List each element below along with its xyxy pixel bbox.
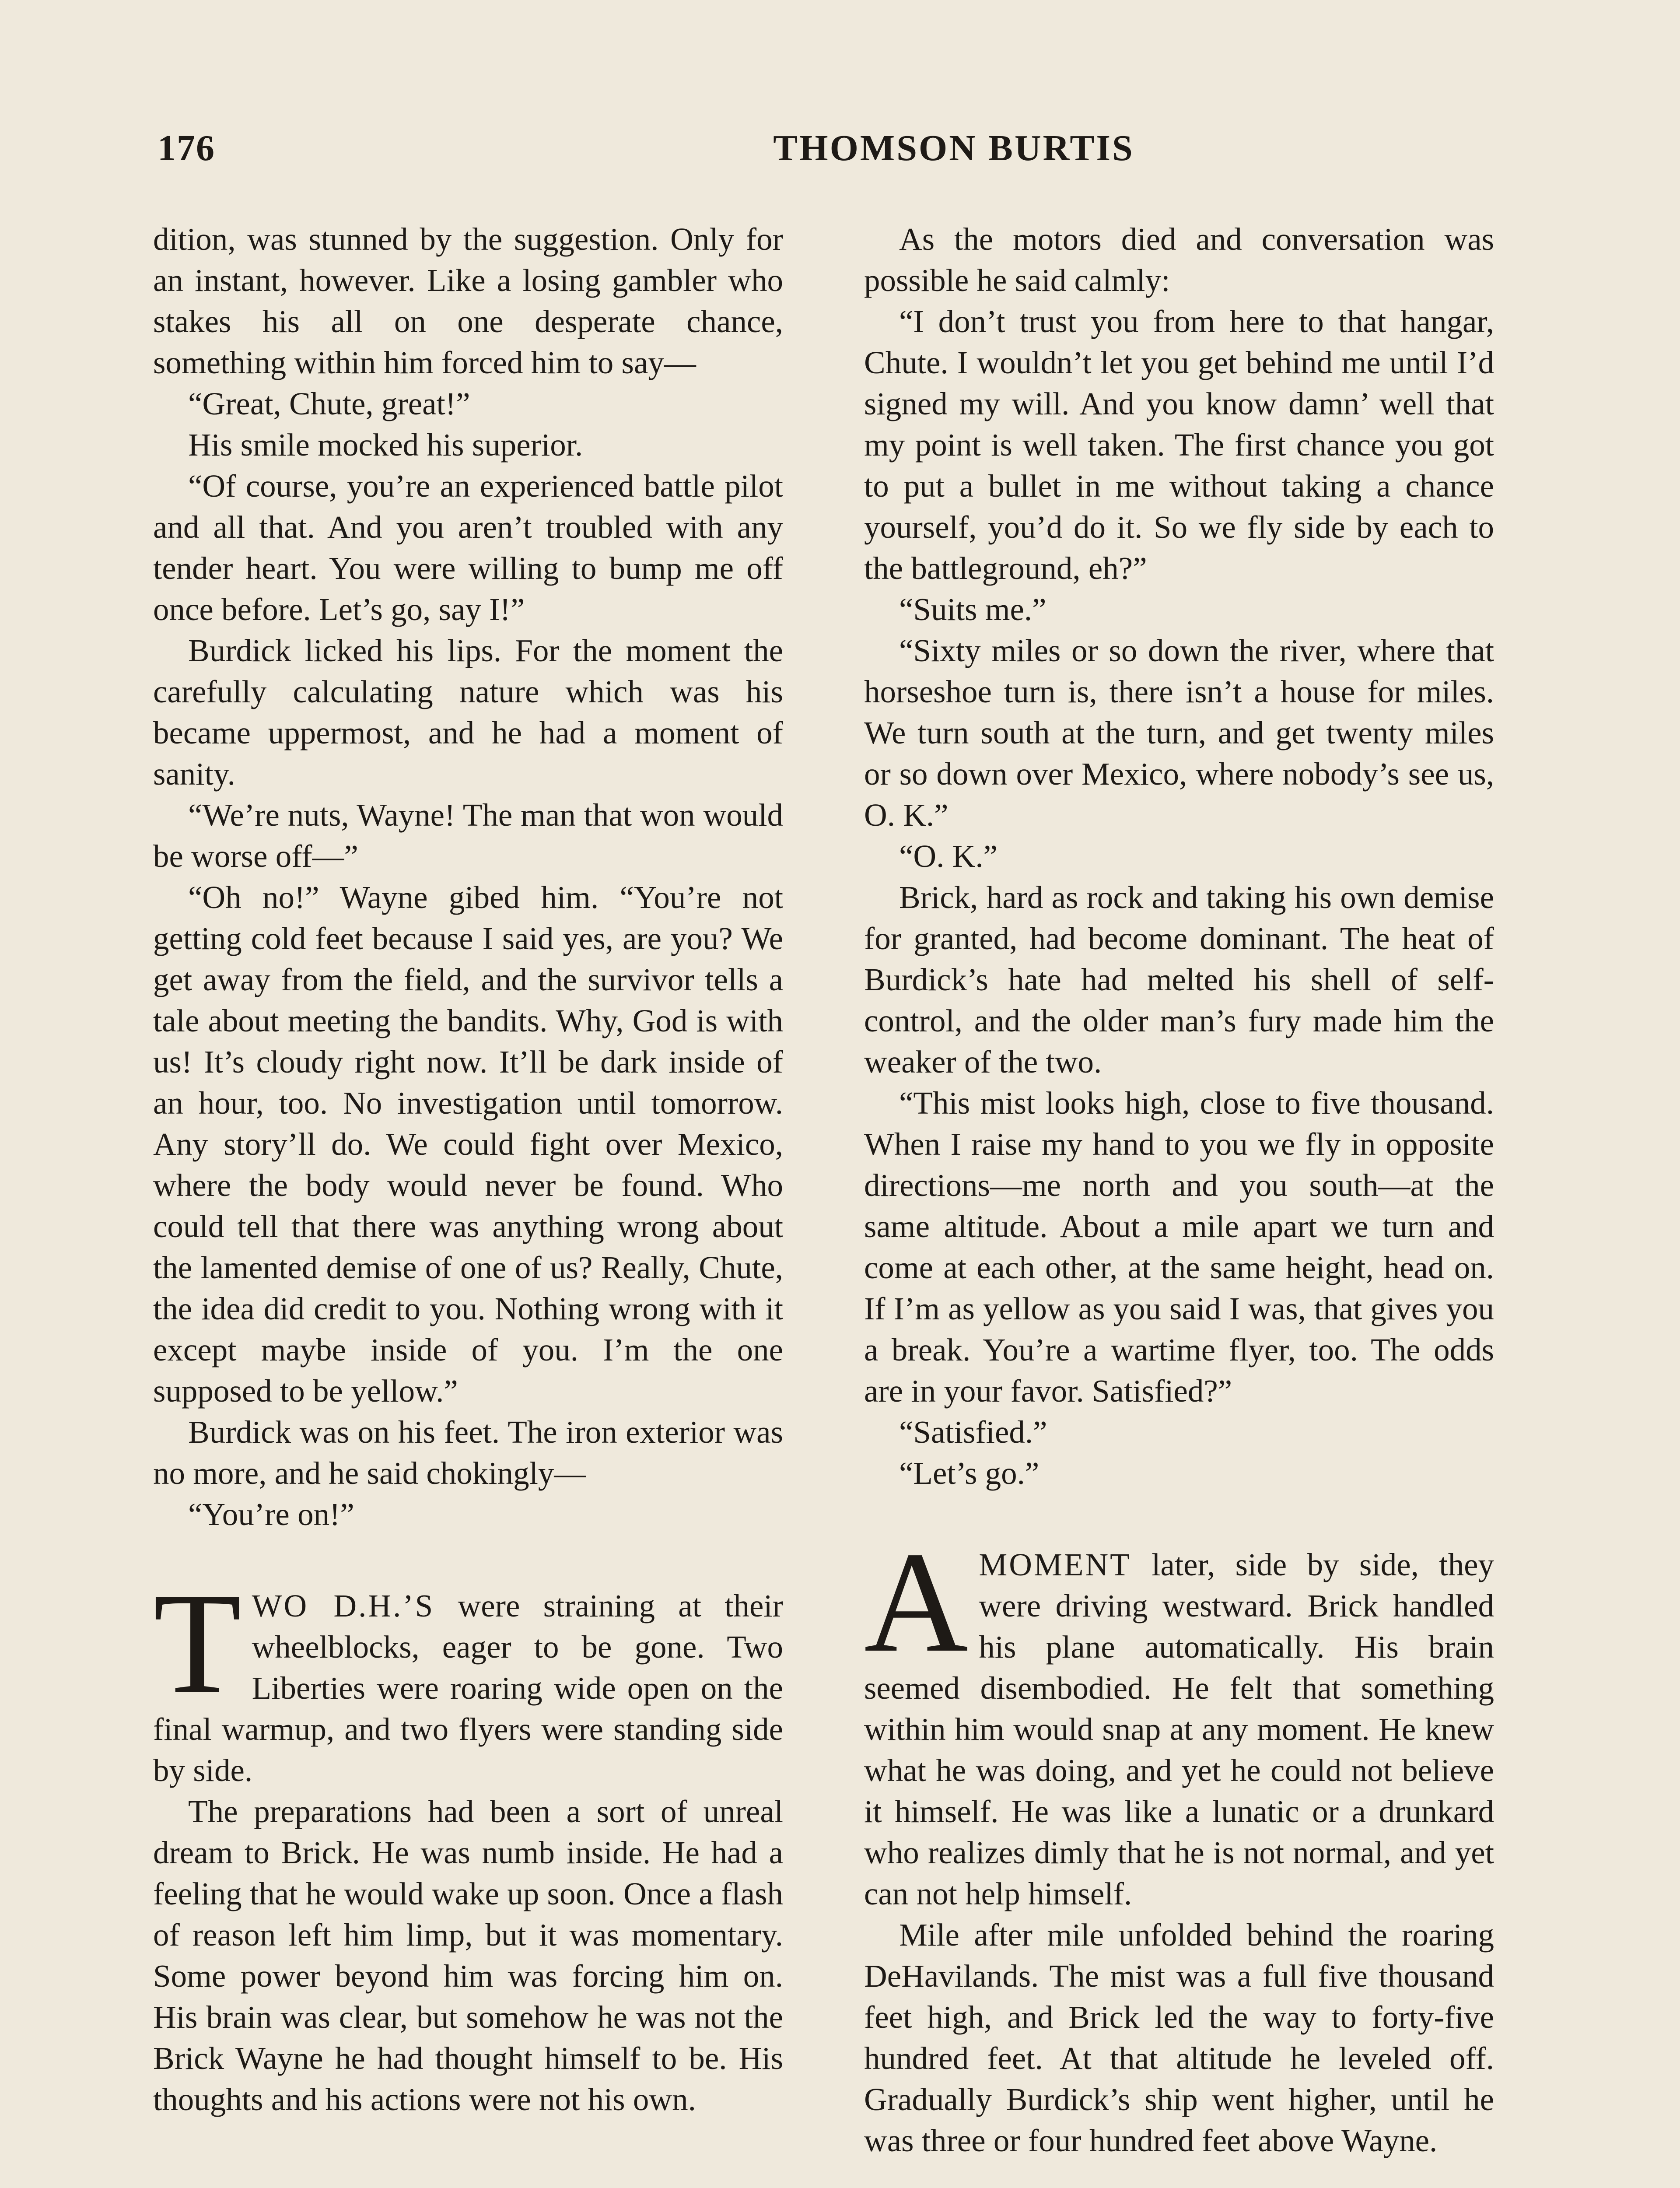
- running-head: THOMSON BURTIS: [773, 128, 1134, 168]
- paragraph: “Satisfied.”: [899, 1414, 1047, 1450]
- paragraph: The preparations had been a sort of unreal dream to Brick. He was numb inside. He had a feeling that he would wake up soon. Once a flash of reason left him limp, but it was momentary. Some power beyond him was forcing him on. His brain was clear, but somehow he was not the Brick Wayne he had thought himself to be. His thoughts and his actions were not his own.: [153, 1794, 783, 2117]
- paragraph: “Let’s go.”: [899, 1455, 1040, 1491]
- paragraph: Brick, hard as rock and taking his own demise for granted, had become dominant. The heat of Burdick’s hate had melted his shell of self-control, and the older man’s fury made him the weaker of the two.: [864, 880, 1494, 1080]
- paragraph: As the motors died and conversation was possible he said calmly:: [864, 221, 1494, 298]
- paragraph: His smile mocked his superior.: [188, 427, 583, 463]
- paragraph: dition, was stunned by the suggestion. Only for an instant, however. Like a losing gambler who stakes his all on one desperate chance, something within him forced him to say—: [153, 221, 783, 380]
- paragraph: “Suits me.”: [899, 592, 1046, 627]
- paragraph-text: later, side by side, they were driving westward. Brick handled his plane automatically. His brain seemed disembodied. He felt that something within him would snap at any moment. He knew what he was doing, and yet he could not believe it himself. He was like a lunatic or a drunkard who realizes dimly that he is not normal, and yet can not help himself.: [864, 1547, 1494, 1911]
- drop-cap: A: [864, 1522, 969, 1682]
- paragraph: “Great, Chute, great!”: [188, 386, 470, 421]
- paragraph: “This mist looks high, close to five thousand. When I raise my hand to you we fly in opposite directions—me north and you south—at the same altitude. About a mile apart we turn and come at each other, at the same height, head on. If I’m as yellow as you said I was, that gives you a break. You’re a wartime flyer, too. The odds are in your favor. Satisfied?”: [864, 1085, 1494, 1409]
- paragraph: “O. K.”: [899, 838, 998, 874]
- paragraph: Burdick was on his feet. The iron exterior was no more, and he said chokingly—: [153, 1414, 783, 1491]
- left-column: [153, 219, 783, 2120]
- section-opening-paragraph: [153, 1564, 783, 1791]
- paragraph: “Sixty miles or so down the river, where that horseshoe turn is, there isn’t a house for miles. We turn south at the turn, and get twenty miles or so down over Mexico, where nobody’s see us, O. K.”: [864, 633, 1494, 833]
- paragraph: “Of course, you’re an experienced battle pilot and all that. And you aren’t troubled with any tender heart. You were willing to bump me off once before. Let’s go, say I!”: [153, 468, 783, 627]
- small-caps-lead: WO D.H.’S: [252, 1588, 435, 1623]
- paragraph: “We’re nuts, Wayne! The man that won would be worse off—”: [153, 797, 783, 874]
- paragraph: Mile after mile unfolded behind the roaring DeHavilands. The mist was a full five thousand feet high, and Brick led the way to forty-five hundred feet. At that altitude he leveled off. Gradually Burdick’s ship went higher, until he was three or four hundred feet above Wayne.: [864, 1917, 1494, 2158]
- paragraph: “Oh no!” Wayne gibed him. “You’re not getting cold feet because I said yes, are you? We get away from the field, and the survivor tells a tale about meeting the bandits. Why, God is with us! It’s cloudy right now. It’ll be dark inside of an hour, too. No investigation until tomorrow. Any story’ll do. We could fight over Mexico, where the body would never be found. Who could tell that there was anything wrong about the lamented demise of one of us? Really, Chute, the idea did credit to you. Nothing wrong with it except maybe inside of you. I’m the one supposed to be yellow.”: [153, 880, 783, 1409]
- drop-cap: T: [153, 1564, 242, 1723]
- paragraph-text: were straining at their wheelblocks, eager to be gone. Two Liberties were roaring wide open on the final warmup, and two flyers were standing side by side.: [153, 1588, 783, 1788]
- page-header: [158, 127, 1540, 179]
- small-caps-lead: MOMENT: [979, 1547, 1131, 1582]
- page-number: 176: [158, 128, 215, 168]
- section-opening-paragraph: [864, 1522, 1494, 1914]
- right-column: [864, 219, 1494, 2161]
- paragraph: “You’re on!”: [188, 1497, 354, 1532]
- paragraph: Burdick licked his lips. For the moment the carefully calculating nature which was his became uppermost, and he had a moment of sanity.: [153, 633, 783, 792]
- paragraph: “I don’t trust you from here to that hangar, Chute. I wouldn’t let you get behind me until I’d signed my will. And you know damn’ well that my point is well taken. The first chance you got to put a bullet in me without taking a chance yourself, you’d do it. So we fly side by each to the battleground, eh?”: [864, 304, 1494, 586]
